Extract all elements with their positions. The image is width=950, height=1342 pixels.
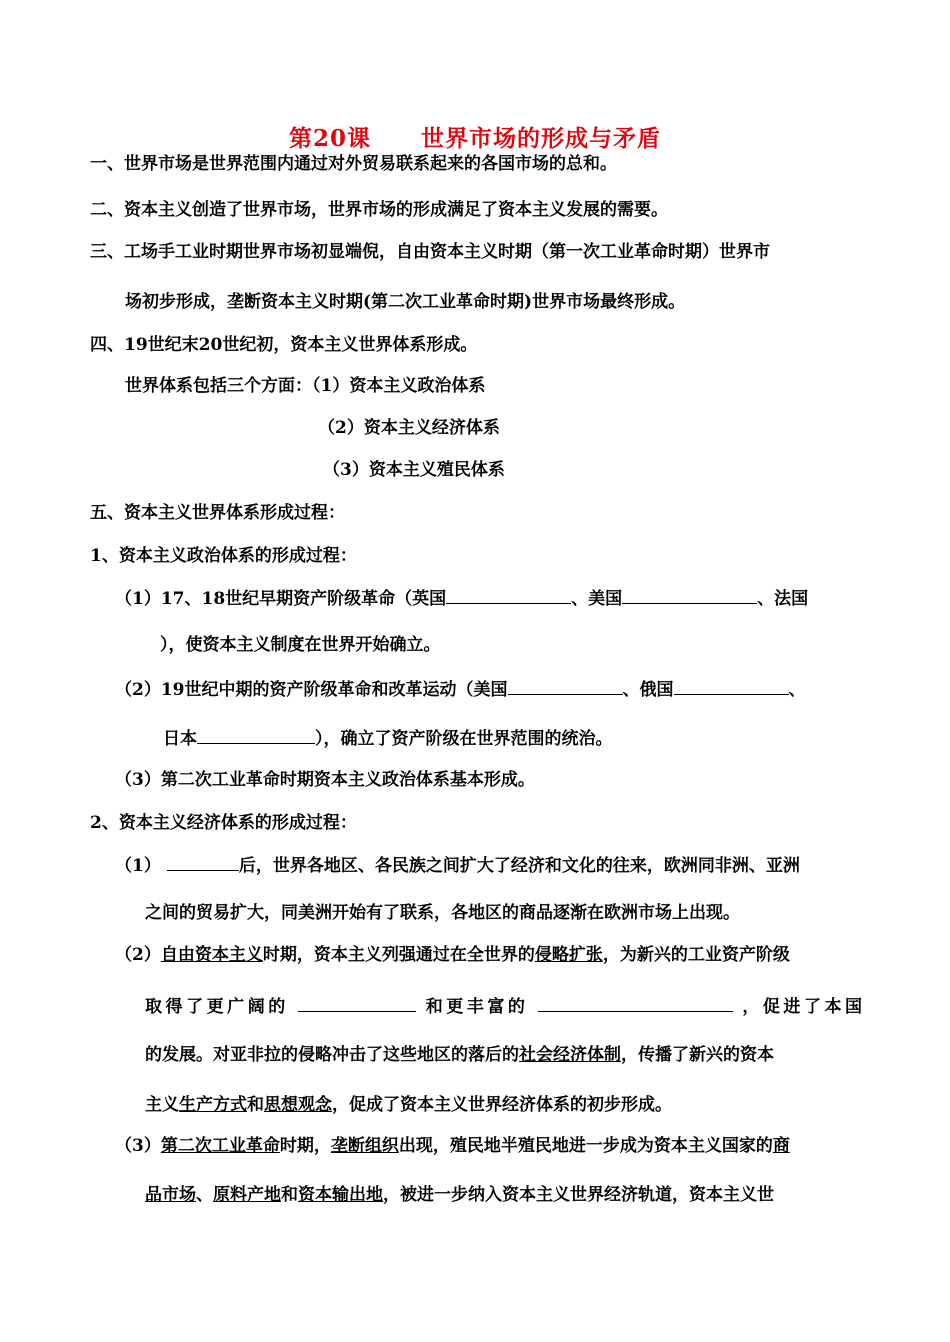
section-1-item-1-line-2: ），使资本主义制度在世界开始确立。 bbox=[160, 635, 441, 655]
section-2-item-3-line-2: 品市场、原料产地和资本输出地，被进一步纳入资本主义世界经济轨道，资本主义世 bbox=[145, 1185, 774, 1205]
system-aspect-3: （3）资本主义殖民体系 bbox=[323, 460, 505, 480]
section-1-item-2-line-2: 日本 ），确立了资产阶级在世界范围的统治。 bbox=[163, 725, 613, 751]
section-1-item-3: （3）第二次工业革命时期资本主义政治体系基本形成。 bbox=[115, 770, 535, 790]
point-3-line-1: 三、工场手工业时期世界市场初显端倪，自由资本主义时期（第一次工业革命时期）世界市 bbox=[90, 242, 770, 262]
blank-market[interactable] bbox=[298, 993, 416, 1012]
system-aspects-intro: 世界体系包括三个方面：（1）资本主义政治体系 bbox=[125, 376, 486, 396]
section-1-heading: 1、资本主义政治体系的形成过程： bbox=[90, 546, 357, 566]
section-2-item-1-line-1: （1） 后，世界各地区、各民族之间扩大了经济和文化的往来，欧洲同非洲、亚洲 bbox=[115, 852, 800, 878]
lesson-title bbox=[0, 120, 950, 153]
point-1: 一、世界市场是世界范围内通过对外贸易联系起来的各国市场的总和。 bbox=[90, 154, 617, 174]
lesson-topic: 世界市场的形成与矛盾 bbox=[421, 125, 661, 152]
section-2-item-2-line-2: 取得了更广阔的 和更丰富的 ，促进了本国 bbox=[145, 993, 862, 1019]
section-2-item-1-line-2: 之间的贸易扩大，同美洲开始有了联系，各地区的商品逐渐在欧洲市场上出现。 bbox=[145, 903, 740, 923]
lesson-number: 第20课 bbox=[288, 125, 371, 152]
point-2: 二、资本主义创造了世界市场，世界市场的形成满足了资本主义发展的需要。 bbox=[90, 200, 668, 220]
blank-usa[interactable] bbox=[622, 585, 757, 604]
point-4: 四、19世纪末20世纪初，资本主义世界体系形成。 bbox=[90, 335, 478, 355]
section-2-item-3-line-1: （3）第二次工业革命时期，垄断组织出现，殖民地半殖民地进一步成为资本主义国家的商 bbox=[115, 1136, 790, 1156]
section-2-item-2-line-4: 主义生产方式和思想观念，促成了资本主义世界经济体系的初步形成。 bbox=[145, 1095, 672, 1115]
section-2-heading: 2、资本主义经济体系的形成过程： bbox=[90, 813, 357, 833]
point-5: 五、资本主义世界体系形成过程： bbox=[90, 503, 345, 523]
blank-usa-reform[interactable] bbox=[508, 676, 623, 695]
blank-england[interactable] bbox=[446, 585, 571, 604]
section-1-item-2-line-1: （2）19世纪中期的资产阶级革命和改革运动（美国 、俄国 、 bbox=[115, 676, 806, 702]
system-aspect-2: （2）资本主义经济体系 bbox=[318, 418, 500, 438]
blank-russia-reform[interactable] bbox=[674, 676, 789, 695]
blank-japan-reform[interactable] bbox=[197, 725, 315, 744]
section-2-item-2-line-3: 的发展。对亚非拉的侵略冲击了这些地区的落后的社会经济体制，传播了新兴的资本 bbox=[145, 1045, 774, 1065]
blank-new-route[interactable] bbox=[167, 852, 239, 871]
point-3-line-2: 场初步形成，垄断资本主义时期(第二次工业革命时期)世界市场最终形成。 bbox=[125, 292, 686, 312]
section-2-item-2-line-1: （2）自由资本主义时期，资本主义列强通过在全世界的侵略扩张，为新兴的工业资产阶级 bbox=[115, 945, 790, 965]
blank-raw-materials[interactable] bbox=[538, 993, 733, 1012]
section-1-item-1-line-1: （1）17、18世纪早期资产阶级革命（英国 、美国 、法国 bbox=[115, 585, 808, 611]
